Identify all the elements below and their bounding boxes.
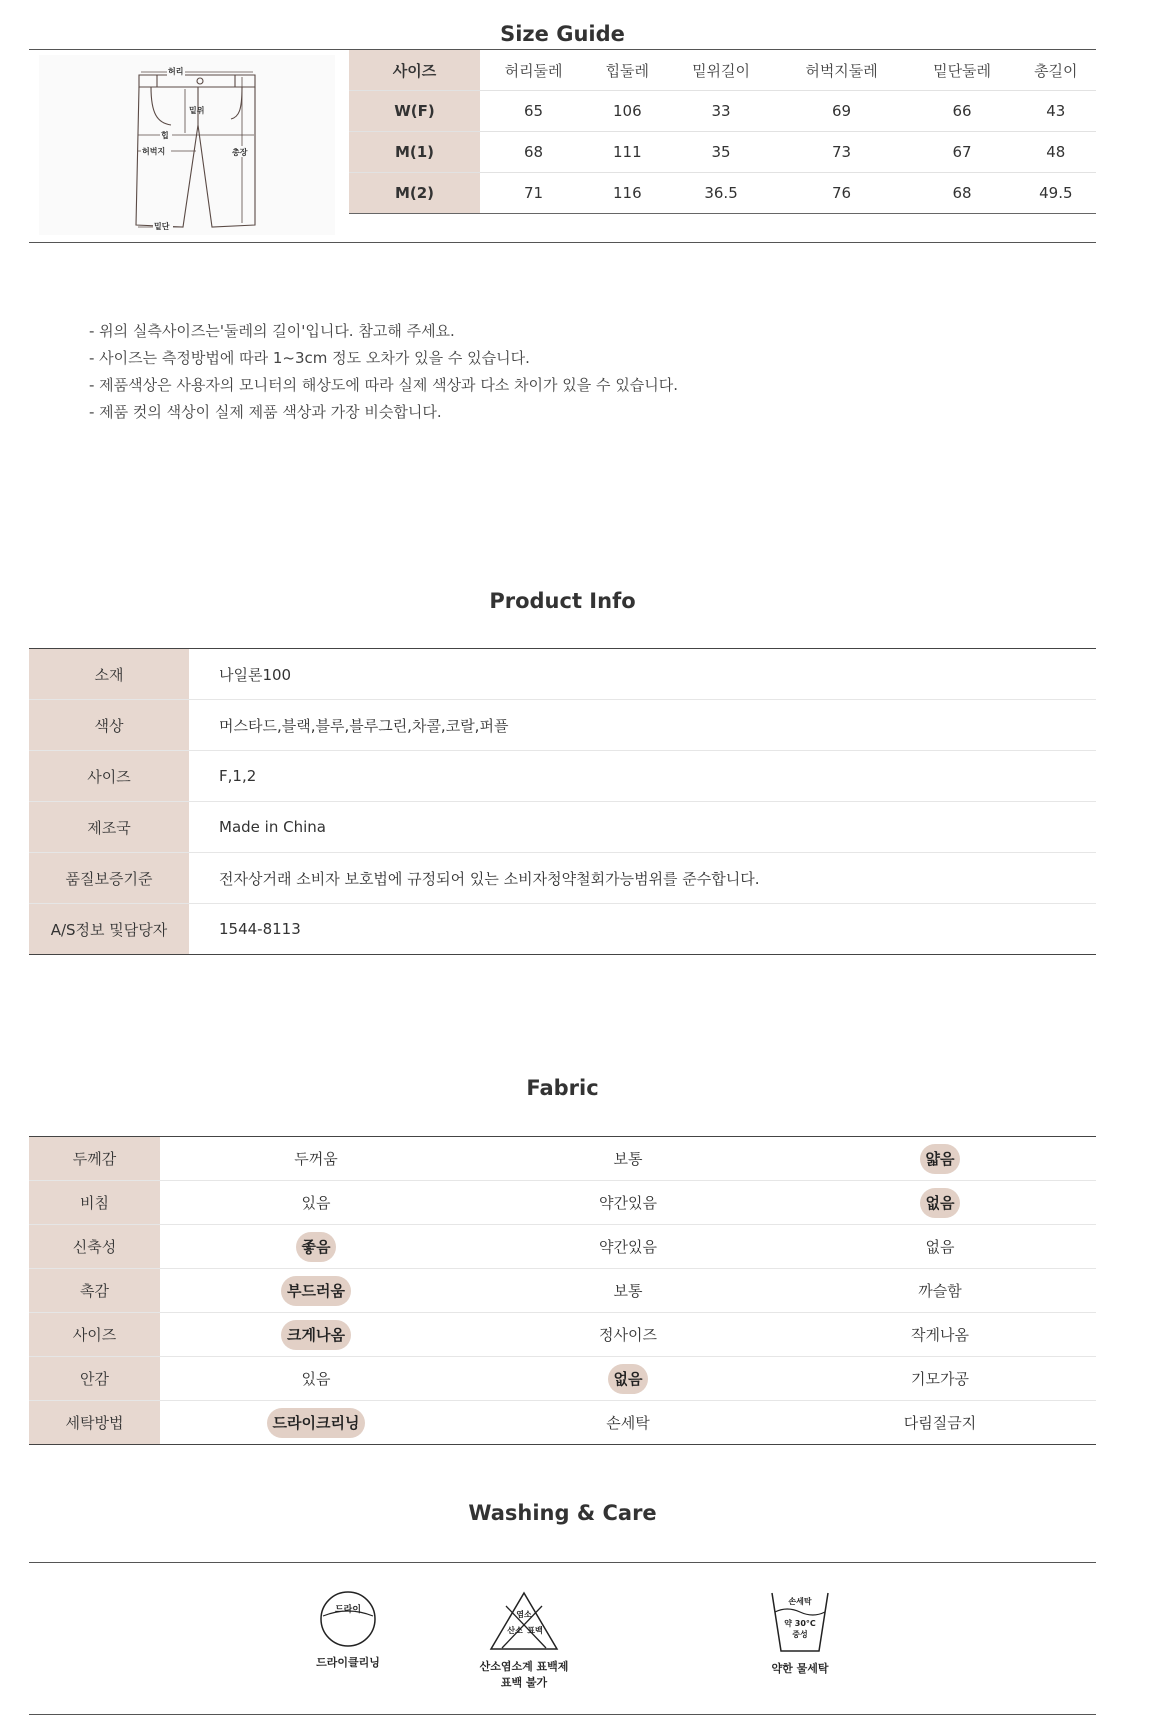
size-header-cell: 힙둘레: [587, 50, 667, 91]
diagram-label-thigh: 허벅지: [142, 147, 166, 156]
table-row: [29, 853, 1096, 904]
product-info-table: [29, 648, 1096, 955]
fabric-option: 있음: [301, 1369, 331, 1388]
fabric-option: 부드러움: [281, 1276, 351, 1306]
shorts-diagram-icon: [39, 55, 335, 235]
table-row: [349, 132, 1096, 173]
divider: [29, 242, 1096, 243]
table-row: [29, 1401, 1096, 1445]
fabric-option: 정사이즈: [599, 1325, 657, 1344]
table-row: [29, 1269, 1096, 1313]
note-line: - 위의 실측사이즈는'둘레의 길이'입니다. 참고해 주세요.: [89, 322, 455, 340]
size-guide-title: Size Guide: [500, 22, 625, 46]
table-row: [349, 173, 1096, 214]
note-line: - 사이즈는 측정방법에 따라 1~3cm 정도 오차가 있을 수 있습니다.: [89, 349, 530, 367]
no-bleach-icon: [488, 1590, 560, 1652]
diagram-label-hip: 힙: [161, 131, 169, 140]
info-value: Made in China: [189, 802, 1096, 853]
fabric-option: 작게나옴: [911, 1325, 969, 1344]
size-cell: 111: [587, 132, 667, 173]
fabric-label: 세탁방법: [29, 1401, 160, 1445]
dry-clean-symbol-text: 드라이: [334, 1605, 362, 1615]
size-notes: [89, 318, 678, 426]
fabric-label: 사이즈: [29, 1313, 160, 1357]
shorts-size-diagram: [39, 55, 335, 235]
fabric-option: 없음: [608, 1364, 649, 1394]
table-row: [29, 700, 1096, 751]
table-row: [29, 1313, 1096, 1357]
care-dry-clean: [293, 1590, 403, 1670]
size-cell: 106: [587, 91, 667, 132]
size-cell: 71: [480, 173, 587, 214]
table-row: [349, 91, 1096, 132]
info-value: 머스타드,블랙,블루,블루그린,차콜,코랄,퍼플: [189, 700, 1096, 751]
size-table: [349, 50, 1096, 214]
product-info-title: Product Info: [489, 589, 636, 613]
size-cell: 33: [667, 91, 774, 132]
size-cell: 116: [587, 173, 667, 214]
fabric-option: 얇음: [920, 1144, 961, 1174]
size-cell: 66: [909, 91, 1016, 132]
size-table-header: [349, 50, 1096, 91]
size-cell: 73: [775, 132, 909, 173]
care-caption: 산소염소계 표백제: [479, 1660, 569, 1673]
dry-clean-icon: [317, 1590, 379, 1648]
fabric-option: 약간있음: [599, 1193, 657, 1212]
hand-wash-symbol-text: 약 30°C: [784, 1619, 816, 1628]
fabric-label: 비침: [29, 1181, 160, 1225]
size-row-label: M(2): [349, 173, 480, 214]
fabric-option: 없음: [925, 1237, 955, 1256]
info-label: A/S정보 및담당자: [29, 904, 189, 955]
care-caption: 약한 물세탁: [771, 1662, 829, 1675]
info-label: 소재: [29, 649, 189, 700]
fabric-table: [29, 1136, 1096, 1445]
note-line: - 제품 컷의 색상이 실제 제품 색상과 가장 비슷합니다.: [89, 403, 442, 421]
size-cell: 35: [667, 132, 774, 173]
bleach-symbol-text: 표백: [527, 1626, 543, 1635]
size-header-cell: 밑위길이: [667, 50, 774, 91]
fabric-option: 약간있음: [599, 1237, 657, 1256]
size-cell: 76: [775, 173, 909, 214]
table-row: [29, 1181, 1096, 1225]
info-value: 전자상거래 소비자 보호법에 규정되어 있는 소비자청약철회가능범위를 준수합니다.: [189, 853, 1096, 904]
fabric-option: 두꺼움: [294, 1149, 338, 1168]
size-header-cell: 사이즈: [349, 50, 480, 91]
size-row-label: M(1): [349, 132, 480, 173]
size-cell: 48: [1016, 132, 1096, 173]
info-label: 사이즈: [29, 751, 189, 802]
divider: [29, 1714, 1096, 1715]
size-cell: 68: [480, 132, 587, 173]
care-hand-wash: [745, 1590, 855, 1676]
care-caption: 드라이클리닝: [316, 1656, 380, 1669]
info-label: 품질보증기준: [29, 853, 189, 904]
info-value: 나일론100: [189, 649, 1096, 700]
size-header-cell: 허벅지둘레: [775, 50, 909, 91]
hand-wash-symbol-text: 손세탁: [788, 1597, 812, 1606]
size-cell: 36.5: [667, 173, 774, 214]
fabric-option: 드라이크리닝: [267, 1408, 366, 1438]
size-cell: 43: [1016, 91, 1096, 132]
fabric-option: 보통: [613, 1281, 643, 1300]
fabric-option: 있음: [301, 1193, 331, 1212]
size-cell: 49.5: [1016, 173, 1096, 214]
info-label: 색상: [29, 700, 189, 751]
fabric-option: 없음: [920, 1188, 961, 1218]
fabric-label: 안감: [29, 1357, 160, 1401]
fabric-option: 기모가공: [911, 1369, 969, 1388]
bleach-symbol-text: 염소: [516, 1610, 532, 1619]
fabric-label: 신축성: [29, 1225, 160, 1269]
fabric-title: Fabric: [526, 1076, 599, 1100]
info-value: 1544-8113: [219, 920, 301, 938]
info-value: F,1,2: [189, 751, 1096, 802]
size-header-cell: 허리둘레: [480, 50, 587, 91]
fabric-option: 까슬함: [918, 1281, 962, 1300]
fabric-label: 두께감: [29, 1137, 160, 1181]
fabric-option: 다림질금지: [903, 1413, 977, 1432]
divider: [29, 1562, 1096, 1563]
table-row: [29, 1225, 1096, 1269]
size-header-cell: 밑단둘레: [909, 50, 1016, 91]
fabric-option: 크게나옴: [281, 1320, 351, 1350]
diagram-label-length: 총장: [232, 148, 248, 157]
size-cell: 68: [909, 173, 1016, 214]
fabric-option: 좋음: [296, 1232, 337, 1262]
note-line: - 제품색상은 사용자의 모니터의 해상도에 따라 실제 색상과 다소 차이가 있을 수 있습니다.: [89, 376, 679, 394]
diagram-label-waist: 허리: [168, 67, 184, 76]
size-row-label: W(F): [349, 91, 480, 132]
info-label: 제조국: [29, 802, 189, 853]
size-cell: 65: [480, 91, 587, 132]
care-caption: 표백 불가: [500, 1676, 548, 1689]
table-row: [29, 904, 1096, 955]
table-row: [29, 802, 1096, 853]
care-no-bleach: [469, 1590, 579, 1690]
diagram-label-rise: 밑위: [189, 106, 205, 115]
table-row: [29, 1137, 1096, 1181]
size-cell: 67: [909, 132, 1016, 173]
hand-wash-symbol-text: 중성: [792, 1630, 808, 1639]
washing-title: Washing & Care: [468, 1501, 657, 1525]
hand-wash-icon: [767, 1590, 833, 1654]
fabric-label: 촉감: [29, 1269, 160, 1313]
table-row: [29, 649, 1096, 700]
table-row: [29, 751, 1096, 802]
table-row: [29, 1357, 1096, 1401]
diagram-label-hem: 밑단: [154, 222, 170, 231]
bleach-symbol-text: 산소: [507, 1626, 523, 1635]
size-header-cell: 총길이: [1016, 50, 1096, 91]
fabric-option: 손세탁: [606, 1413, 650, 1432]
fabric-option: 보통: [613, 1149, 643, 1168]
size-cell: 69: [775, 91, 909, 132]
